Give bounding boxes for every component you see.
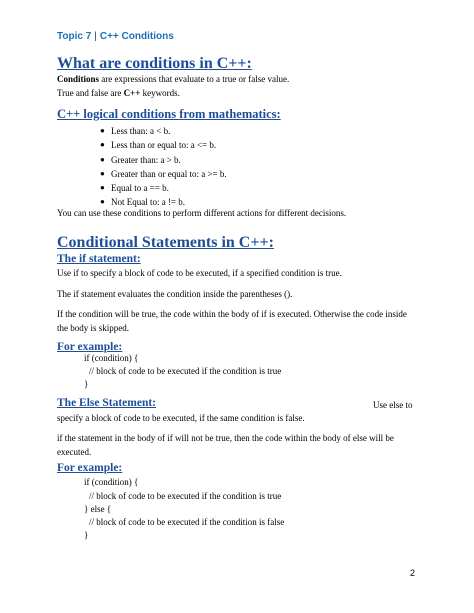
code-line: // block of code to be executed if the condition is true (89, 366, 282, 376)
code-line: // block of code to be executed if the condition is false (89, 517, 285, 527)
page-header (57, 31, 174, 42)
keywords-line (57, 86, 419, 100)
heading-example-1: For example: (57, 341, 123, 353)
code-line: } (84, 379, 89, 389)
bullet-icon: ● (100, 126, 105, 135)
list-item: ● Less than or equal to: a <= b. (100, 138, 227, 152)
list-item: ● Equal to a == b. (100, 181, 227, 195)
bullet-icon: ● (100, 168, 105, 178)
header-topic: Topic 7 (57, 31, 92, 42)
conditions-definition-text: are expressions that evaluate to a true or false value. (99, 74, 290, 84)
header-separator: | (94, 31, 97, 42)
code-line: } (84, 530, 89, 540)
if-description-3: If the condition will be true, the code within the body of if is executed. Otherwise the code inside the body is skipped. (57, 309, 407, 333)
bullet-icon: ● (100, 197, 105, 207)
bullet-icon: ● (100, 140, 105, 150)
conditions-definition (57, 72, 419, 86)
heading-what-are-conditions: What are conditions in C++: (57, 55, 252, 72)
if-description-1: Use if to specify a block of code to be executed, if a specified condition is true. (57, 268, 342, 278)
bullet-icon: ● (100, 183, 105, 193)
keywords-cpp: C++ (123, 88, 141, 98)
conditions-term: Conditions (57, 74, 100, 84)
heading-logical-conditions: C++ logical conditions from mathematics: (57, 107, 281, 121)
list-item: ● Not Equal to: a != b. (100, 195, 227, 209)
else-inline-text: Use else to (373, 400, 413, 410)
else-description-1: specify a block of code to be executed, if the same condition is false. (57, 413, 305, 423)
code-line: // block of code to be executed if the condition is true (89, 491, 282, 501)
keywords-post: keywords. (140, 88, 180, 98)
list-item: ● Greater than or equal to: a >= b. (100, 167, 227, 181)
list-item: ● Less than: a < b. (100, 124, 227, 138)
heading-else-statement: The Else Statement: (57, 397, 157, 409)
heading-example-2: For example: (57, 462, 123, 474)
header-title: C++ Conditions (99, 31, 174, 42)
logical-conditions-list (100, 124, 227, 210)
keywords-pre: True and false are (57, 88, 124, 98)
conditions-usage-text: You can use these conditions to perform different actions for different decisions. (57, 208, 347, 218)
if-description-2: The if statement evaluates the condition inside the parentheses (). (57, 289, 293, 299)
code-line: if (condition) { (84, 353, 139, 363)
bullet-icon: ● (100, 154, 105, 164)
code-line: if (condition) { (84, 477, 139, 487)
code-line: } else { (84, 504, 112, 514)
heading-conditional-statements: Conditional Statements in C++: (57, 234, 274, 251)
heading-if-statement: The if statement: (57, 253, 141, 265)
else-description-2: if the statement in the body of if will not be true, then the code within the body of else will be executed. (57, 433, 394, 457)
list-item: ● Greater than: a > b. (100, 153, 227, 167)
page-number: 2 (410, 568, 416, 578)
